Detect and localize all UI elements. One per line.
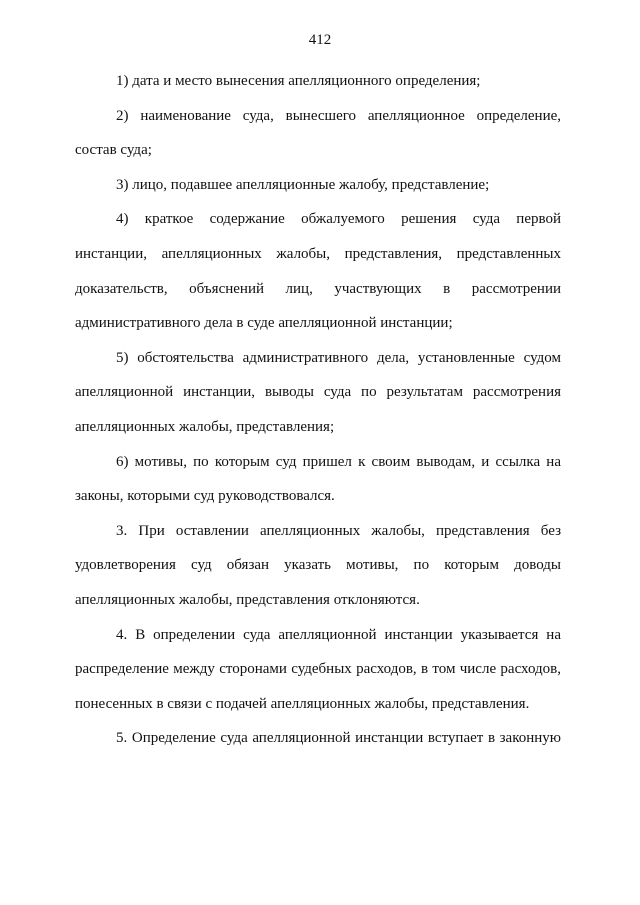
paragraph-item-2: 2) наименование суда, вынесшего апелляционное определение, состав суда; <box>75 107 561 159</box>
paragraph-item-4: 4) краткое содержание обжалуемого решения суда первой инстанции, апелляционных жалобы, представления, представленных доказательств, объяснений лиц, участвующих в рассмотрении административного дела в суде апелляционной инстанции; <box>75 211 561 332</box>
document-body <box>75 64 561 756</box>
paragraph-item-6: 6) мотивы, по которым суд пришел к своим выводам, и ссылка на законы, которыми суд руководствовался. <box>75 453 561 505</box>
paragraph-section-4: 4. В определении суда апелляционной инстанции указывается на распределение между сторонами судебных расходов, в том числе расходов, понесенных в связи с подачей апелляционных жалобы, представления. <box>75 626 561 712</box>
paragraph-item-5: 5) обстоятельства административного дела, установленные судом апелляционной инстанции, выводы суда по результатам рассмотрения апелляционных жалобы, представления; <box>75 349 561 435</box>
paragraph-section-3: 3. При оставлении апелляционных жалобы, представления без удовлетворения суд обязан указать мотивы, по которым доводы апелляционных жалобы, представления отклоняются. <box>75 522 561 608</box>
paragraph-item-1: 1) дата и место вынесения апелляционного определения; <box>116 73 481 89</box>
paragraph-item-3: 3) лицо, подавшее апелляционные жалобу, представление; <box>116 176 490 193</box>
page-number: 412 <box>308 32 332 48</box>
paragraph-section-5: 5. Определение суда апелляционной инстанции вступает в законную <box>116 730 561 747</box>
